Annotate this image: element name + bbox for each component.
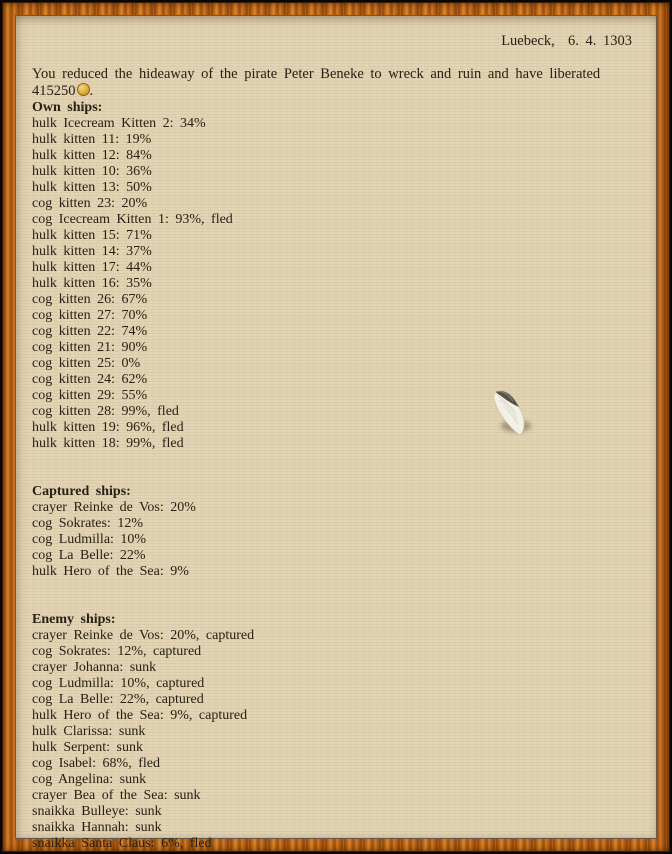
ship-row: cog kitten 26: 67% bbox=[32, 292, 148, 307]
ship-row: cog Sokrates: 12%, captured bbox=[32, 644, 202, 659]
section-title: Captured ships: bbox=[32, 484, 131, 499]
ship-row: hulk kitten 10: 36% bbox=[32, 164, 152, 179]
ship-row: hulk kitten 16: 35% bbox=[32, 276, 152, 291]
ship-row: cog Angelina: sunk bbox=[32, 772, 147, 787]
ship-row: cog Ludmilla: 10%, captured bbox=[32, 676, 205, 691]
ship-row: hulk Hero of the Sea: 9%, captured bbox=[32, 708, 248, 723]
ship-row: cog kitten 25: 0% bbox=[32, 356, 141, 371]
ship-row: hulk kitten 12: 84% bbox=[32, 148, 152, 163]
ship-row: cog kitten 22: 74% bbox=[32, 324, 148, 339]
ship-row: hulk Icecream Kitten 2: 34% bbox=[32, 116, 206, 131]
ship-row: hulk kitten 14: 37% bbox=[32, 244, 152, 259]
ship-row: crayer Reinke de Vos: 20% bbox=[32, 500, 196, 515]
report-message bbox=[32, 66, 640, 100]
ship-row: cog La Belle: 22%, captured bbox=[32, 692, 204, 707]
ship-row: cog Icecream Kitten 1: 93%, fled bbox=[32, 212, 233, 227]
ship-row: cog kitten 24: 62% bbox=[32, 372, 148, 387]
ship-row: crayer Bea of the Sea: sunk bbox=[32, 788, 201, 803]
ship-row: cog kitten 23: 20% bbox=[32, 196, 148, 211]
ship-row: snaikka Santa Claus: 6%, fled bbox=[32, 836, 212, 851]
ship-section bbox=[32, 100, 640, 452]
ship-row: hulk Serpent: sunk bbox=[32, 740, 143, 755]
ship-row: hulk kitten 17: 44% bbox=[32, 260, 152, 275]
ship-row: hulk kitten 15: 71% bbox=[32, 228, 152, 243]
ship-row: cog kitten 28: 99%, fled bbox=[32, 404, 179, 419]
ship-section bbox=[32, 612, 640, 852]
ship-row: hulk kitten 11: 19% bbox=[32, 132, 152, 147]
ship-report-sections bbox=[32, 100, 640, 852]
ship-section bbox=[32, 484, 640, 580]
date-line: Luebeck, 6. 4. 1303 bbox=[501, 33, 632, 49]
ship-row: cog kitten 29: 55% bbox=[32, 388, 148, 403]
ship-row: snaikka Hannah: sunk bbox=[32, 820, 162, 835]
ship-row: hulk kitten 13: 50% bbox=[32, 180, 152, 195]
ship-row: hulk kitten 18: 99%, fled bbox=[32, 436, 184, 451]
gold-coin-icon bbox=[77, 83, 90, 96]
report-message-period: . bbox=[89, 83, 94, 99]
ship-row: hulk Hero of the Sea: 9% bbox=[32, 564, 189, 579]
ship-row: hulk kitten 19: 96%, fled bbox=[32, 420, 184, 435]
battle-report-page[interactable] bbox=[15, 15, 657, 851]
ship-row: cog kitten 21: 90% bbox=[32, 340, 148, 355]
ship-row: crayer Reinke de Vos: 20%, captured bbox=[32, 628, 255, 643]
ship-row: cog Sokrates: 12% bbox=[32, 516, 143, 531]
section-title: Own ships: bbox=[32, 100, 103, 115]
ship-row: snaikka Bulleye: sunk bbox=[32, 804, 162, 819]
report-message-text: You reduced the hideaway of the pirate Peter Beneke to wreck and ruin and have liberated 415250 bbox=[32, 66, 601, 99]
ship-row: cog La Belle: 22% bbox=[32, 548, 146, 563]
ship-row: crayer Johanna: sunk bbox=[32, 660, 157, 675]
ship-row: hulk Clarissa: sunk bbox=[32, 724, 146, 739]
section-title: Enemy ships: bbox=[32, 612, 116, 627]
ship-row: cog Ludmilla: 10% bbox=[32, 532, 147, 547]
ship-row: cog kitten 27: 70% bbox=[32, 308, 148, 323]
ship-row: cog Isabel: 68%, fled bbox=[32, 756, 160, 771]
